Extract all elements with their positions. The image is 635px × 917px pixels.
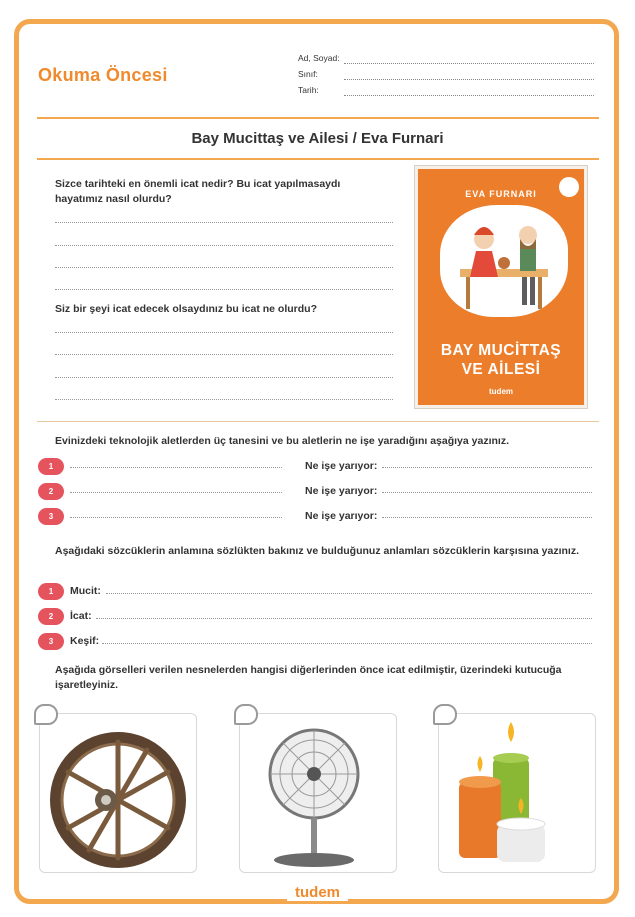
answer-line[interactable] <box>55 354 393 355</box>
device-line[interactable] <box>70 492 282 493</box>
cover-title <box>418 341 584 379</box>
answer-line[interactable] <box>55 222 393 223</box>
device-line[interactable] <box>70 517 282 518</box>
candles-checkbox[interactable] <box>433 704 457 725</box>
tudem-logo: tudem <box>287 884 348 901</box>
number-badge: 2 <box>38 608 64 625</box>
usage-label: Ne işe yarıyor: <box>305 510 378 522</box>
divider <box>37 421 599 422</box>
question-1: Sizce tarihteki en önemli icat nedir? Bu icat yapılmasaydı hayatımız nasıl olurdu? <box>55 178 341 205</box>
answer-line[interactable] <box>55 399 393 400</box>
usage-line[interactable] <box>382 467 592 468</box>
device-line[interactable] <box>70 467 282 468</box>
meaning-line[interactable] <box>96 618 592 619</box>
number-badge: 1 <box>38 458 64 475</box>
number-badge: 1 <box>38 583 64 600</box>
number-badge: 3 <box>38 508 64 525</box>
meaning-line[interactable] <box>106 593 592 594</box>
book-title: Bay Mucittaş ve Ailesi / Eva Furnari <box>191 130 444 147</box>
date-label: Tarih: <box>298 85 319 95</box>
divider <box>37 117 599 119</box>
class-line <box>344 79 594 80</box>
name-field[interactable] <box>298 53 598 65</box>
name-label: Ad, Soyad: <box>298 53 340 63</box>
divider <box>37 158 599 160</box>
meaning-line[interactable] <box>102 643 592 644</box>
wheel-icon <box>40 714 197 873</box>
cover-publisher: tudem <box>489 387 513 396</box>
answer-line[interactable] <box>55 289 393 290</box>
candles-icon <box>439 714 596 873</box>
date-line <box>344 95 594 96</box>
book-cover <box>415 166 587 408</box>
class-label: Sınıf: <box>298 69 318 79</box>
tech-instruction: Evinizdeki teknolojik aletlerden üç tanesini ve bu aletlerin ne işe yaradığını aşağıya yazınız. <box>55 435 509 447</box>
cover-illustration-icon <box>440 205 568 317</box>
cover-title-line2: VE AİLESİ <box>461 361 541 378</box>
candles-box <box>438 713 596 873</box>
cover-title-line1: BAY MUCİTTAŞ <box>440 342 562 359</box>
word-kesif: Keşif: <box>70 635 100 647</box>
answer-line[interactable] <box>55 377 393 378</box>
wheel-box <box>39 713 197 873</box>
word-mucit: Mucit: <box>70 585 101 597</box>
name-line <box>344 63 594 64</box>
footer-logo <box>0 884 635 902</box>
usage-label: Ne işe yarıyor: <box>305 485 378 497</box>
wheel-checkbox[interactable] <box>34 704 58 725</box>
answer-line[interactable] <box>55 245 393 246</box>
answer-line[interactable] <box>55 267 393 268</box>
date-field[interactable] <box>298 85 598 97</box>
usage-line[interactable] <box>382 492 592 493</box>
class-field[interactable] <box>298 69 598 81</box>
section-title: Okuma Öncesi <box>38 65 168 85</box>
number-badge: 2 <box>38 483 64 500</box>
word-icat: İcat: <box>70 610 92 622</box>
fan-box <box>239 713 397 873</box>
cover-author: EVA FURNARI <box>465 189 537 199</box>
fan-checkbox[interactable] <box>234 704 258 725</box>
answer-line[interactable] <box>55 332 393 333</box>
fan-icon <box>240 714 397 873</box>
number-badge: 3 <box>38 633 64 650</box>
question-2: Siz bir şeyi icat edecek olsaydınız bu icat ne olurdu? <box>55 303 317 315</box>
usage-line[interactable] <box>382 517 592 518</box>
invention-instruction: Aşağıda görselleri verilen nesnelerden hangisi diğerlerinden önce icat edilmiştir, üzerindeki kutucuğa işaretleyiniz. <box>55 664 562 691</box>
usage-label: Ne işe yarıyor: <box>305 460 378 472</box>
vocab-instruction: Aşağıdaki sözcüklerin anlamına sözlükten bakınız ve bulduğunuz anlamları sözcüklerin karşısına yazınız. <box>55 545 579 557</box>
